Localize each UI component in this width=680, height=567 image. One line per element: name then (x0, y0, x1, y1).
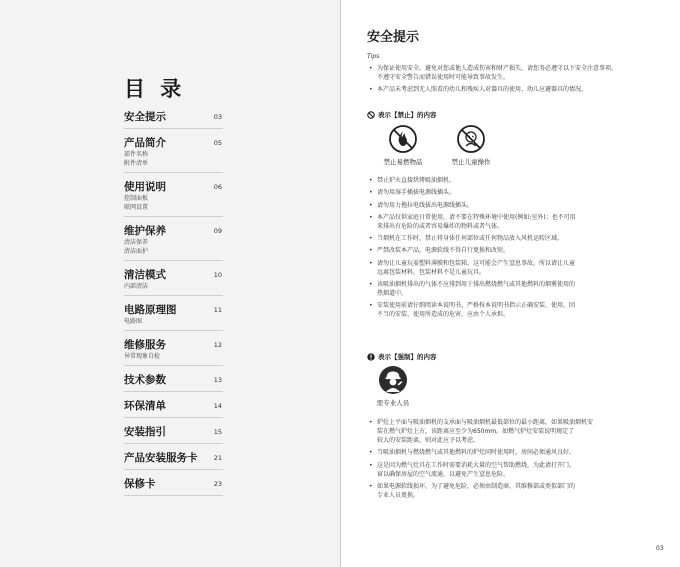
toc-entry[interactable] (124, 269, 223, 296)
list-item-line: • 该吸油烟机排出的气体不应排到用于排出燃烧燃气或其他燃料的烟雾使用的 (377, 281, 576, 289)
list-item-line: • 炉灶上平面与吸油烟机的支承面与吸油烟机最低部位的最小距离，如果吸油烟机安 (377, 419, 594, 426)
toc-entry-page: 14 (213, 402, 222, 410)
list-item-line: • 严禁改装本产品，电源软线不得自行更换和改短。 (377, 247, 510, 255)
toc-entry[interactable] (124, 304, 223, 331)
toc-entry[interactable] (124, 111, 223, 129)
list-item-line: 较大的安装距离，则对此应予以考虑。 (377, 437, 480, 444)
list-item-line: 窗以确保房屋的空气流通，以避免产生窒息危险。 (377, 470, 510, 478)
toc-entry-title: 使用说明 (124, 181, 166, 193)
prohibited-list (367, 176, 663, 323)
tips-list (367, 64, 663, 98)
list-item-line: 不当的安装、使用所造成的危害，应由个人承担。 (377, 311, 510, 319)
toc-entry[interactable] (124, 426, 223, 444)
toc-entry-page: 10 (213, 271, 222, 279)
list-item-line: • 请勿用湿手插拔电源线插头。 (377, 189, 456, 197)
toc-entry-page: 23 (213, 480, 222, 488)
list-item-line: • 请勿让儿童玩耍塑料薄膜和包装箱，这可能会产生窒息事故。所以请让儿童 (377, 259, 576, 267)
toc-entry-subtitle: 联网设置 (124, 204, 149, 211)
toc-entry-subtitle: 附件清单 (124, 160, 149, 167)
list-item (367, 246, 663, 255)
toc-entry-page: 21 (213, 454, 222, 462)
toc-entry-title: 保修卡 (124, 478, 156, 490)
toc-entry-page: 09 (213, 227, 222, 235)
toc-entry[interactable] (124, 400, 223, 418)
no-children-icon (456, 124, 486, 154)
toc-entry-title: 维修服务 (124, 339, 166, 351)
toc-entry-title: 清洁模式 (124, 269, 166, 281)
list-item-line: • 安装使用前请仔细阅读本说明书，严格按本说明书指示正确安装、使用，因 (377, 302, 576, 310)
list-item (367, 259, 663, 277)
list-item (367, 188, 663, 197)
list-item-line: 远离包装材料，包装材料不是儿童玩具。 (377, 268, 486, 276)
list-item: • 本产品未考虑到无人照看的幼儿和残疾人对器具的使用、幼儿应避器具的情况。 (367, 85, 663, 94)
toc-entry-title: 安全提示 (124, 111, 166, 123)
toc-entry-page: 03 (213, 113, 222, 121)
toc-entry-title: 安装指引 (124, 426, 166, 438)
toc-entry-title: 环保清单 (124, 400, 166, 412)
list-item-line: • 请勿用力拖拉电线拔出电源线插头。 (377, 201, 474, 209)
toc-entry-subtitle: 控制面板 (124, 195, 149, 202)
list-item (367, 176, 663, 185)
toc-entry-subtitle: 清洁面护 (124, 248, 149, 255)
list-item-line: 专业人员更换。 (377, 491, 420, 499)
toc-entry-page: 15 (213, 428, 222, 436)
prohibited-heading: 表示【禁止】的内容 (367, 110, 437, 119)
list-item (367, 448, 663, 457)
list-item (367, 280, 663, 298)
list-item-line: • 这是因为燃气灶具在工作时需要消耗大量的空气帮助燃烧，为此请打开门、 (377, 461, 576, 469)
toc-title: 目 录 (124, 77, 186, 101)
toc-list (124, 111, 223, 504)
list-item: • 为保证使用安全，避免对您或他人造成伤害和财产损失，请您务必遵守以下安全注意事项。 不遵守安全警告而错误使用时可能导致事故发生。 (367, 64, 663, 82)
toc-entry[interactable] (124, 339, 223, 366)
toc-entry[interactable] (124, 181, 223, 217)
toc-entry-page: 11 (213, 306, 222, 314)
toc-entry-title: 维护保养 (124, 225, 166, 237)
list-item-line: • 如果电源软线损坏，为了避免危险，必须由制造商、其维修部或类似部门的 (377, 482, 576, 490)
list-item-line: • 本产品仅供家庭日常使用，请不要在特殊环境中使用(例如:室外)；也不可用 (377, 213, 576, 221)
list-item-line: • 当烟机在工作时，禁止将身体任何部位或任何物品放入风机运转区域。 (377, 235, 564, 243)
prohibited-icon (367, 111, 375, 119)
list-item-line: 装在燃气炉灶上方，该距离应至少为650mm。如燃气炉灶安装说明规定了 (377, 428, 575, 435)
professional-worker-icon (378, 365, 408, 395)
mandatory-heading: 表示【强制】的内容 (367, 352, 437, 361)
toc-entry-page: 05 (213, 139, 222, 147)
toc-entry-subtitle: 电路图 (124, 318, 143, 325)
page-title: 安全提示 (367, 30, 420, 45)
list-item (367, 461, 663, 479)
list-item-line: • 禁止炉火直接烘烤吸油烟机。 (377, 177, 456, 184)
toc-entry[interactable] (124, 225, 223, 261)
list-item (367, 418, 663, 445)
list-item-line: 来排出有危险的或者容易爆炸的物料或者气体。 (377, 222, 504, 230)
mandatory-icon (367, 353, 375, 361)
no-children-sign: 禁止儿童操作 (444, 124, 498, 166)
list-item (367, 234, 663, 243)
toc-entry-subtitle: 内部清洁 (124, 283, 149, 290)
list-item (367, 301, 663, 319)
list-item (367, 201, 663, 210)
list-item-line: 热烟道中。 (377, 290, 408, 298)
list-item-line: • 当吸油烟机与燃烧燃气或其他燃料的炉灶同时使用时，房间必须通风良好。 (377, 449, 576, 457)
toc-entry-page: 06 (213, 183, 222, 191)
tips-label: Tips (367, 53, 380, 60)
page-number: 03 (656, 545, 664, 552)
list-item (367, 213, 663, 231)
toc-entry[interactable] (124, 478, 223, 496)
list-item (367, 482, 663, 500)
toc-entry-title: 技术参数 (124, 374, 166, 386)
toc-entry-subtitle: 清洁保养 (124, 239, 149, 246)
toc-entry-subtitle: 异常现象自检 (124, 353, 161, 360)
toc-entry-title: 电路原理图 (124, 304, 177, 316)
toc-entry-title: 产品安装服务卡 (124, 452, 198, 464)
professional-sign: 需专业人员 (373, 365, 413, 407)
no-flammables-icon (388, 124, 418, 154)
mandatory-list (367, 418, 663, 503)
toc-entry-title: 产品简介 (124, 137, 166, 149)
no-flammables-sign: 禁止易燃物品 (376, 124, 430, 166)
toc-entry-page: 12 (213, 341, 222, 349)
toc-entry-subtitle: 部件名称 (124, 151, 149, 158)
toc-entry[interactable] (124, 374, 223, 392)
toc-entry-page: 13 (213, 376, 222, 384)
toc-entry[interactable] (124, 452, 223, 470)
toc-entry[interactable] (124, 137, 223, 173)
